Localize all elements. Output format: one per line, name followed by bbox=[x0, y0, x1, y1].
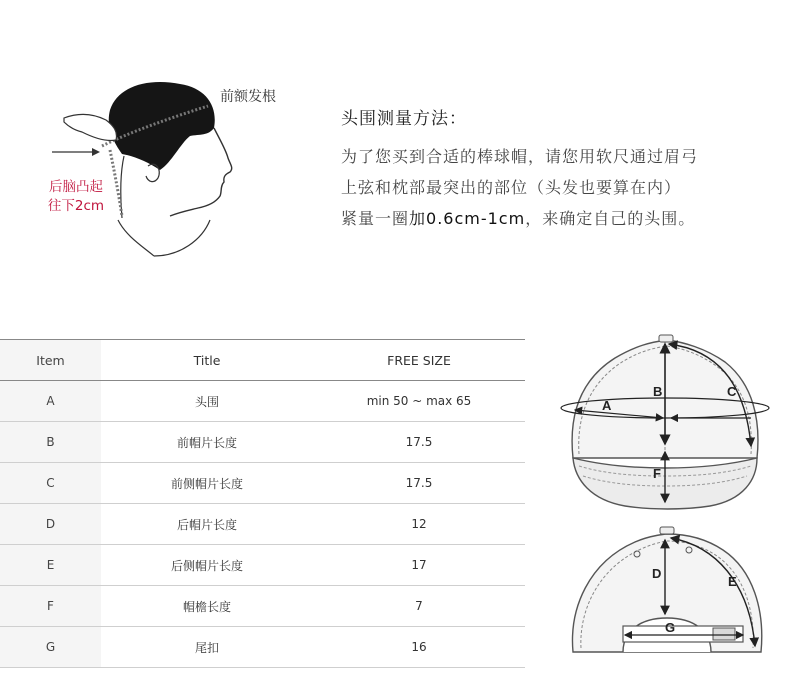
header-size: FREE SIZE bbox=[313, 340, 525, 381]
back-point-label-line1: 后脑凸起 bbox=[49, 179, 103, 195]
cap-letter-d: D bbox=[652, 566, 662, 581]
cell-item: D bbox=[0, 504, 101, 545]
cell-title: 帽檐长度 bbox=[101, 586, 313, 627]
cell-size: 17.5 bbox=[313, 422, 525, 463]
cell-title: 头围 bbox=[101, 381, 313, 422]
measurement-method bbox=[341, 104, 781, 234]
cell-size: min 50 ~ max 65 bbox=[313, 381, 525, 422]
cell-title: 前帽片长度 bbox=[101, 422, 313, 463]
method-line-3 bbox=[341, 203, 781, 234]
cell-title: 尾扣 bbox=[101, 627, 313, 668]
method-title: 头围测量方法： bbox=[341, 109, 467, 129]
cap-letter-e: E bbox=[728, 574, 737, 589]
cap-letter-c: C bbox=[727, 384, 737, 399]
cell-size: 7 bbox=[313, 586, 525, 627]
method-line-3-post: ，来确定自己的头围。 bbox=[525, 209, 696, 228]
table-row bbox=[0, 422, 525, 463]
cell-item: F bbox=[0, 586, 101, 627]
cap-letter-b: B bbox=[653, 384, 663, 399]
cell-item: B bbox=[0, 422, 101, 463]
cell-title: 后帽片长度 bbox=[101, 504, 313, 545]
method-line-3-strong: 加0.6cm-1cm bbox=[409, 209, 526, 228]
cell-item: C bbox=[0, 463, 101, 504]
header-title: Title bbox=[101, 340, 313, 381]
cell-size: 17 bbox=[313, 545, 525, 586]
cell-size: 16 bbox=[313, 627, 525, 668]
cell-size: 17.5 bbox=[313, 463, 525, 504]
cell-item: G bbox=[0, 627, 101, 668]
front-hairline-label: 前额发根 bbox=[220, 89, 276, 105]
cell-title: 前侧帽片长度 bbox=[101, 463, 313, 504]
method-line-1: 为了您买到合适的棒球帽，请您用软尺通过眉弓 bbox=[341, 147, 699, 166]
back-point-label-line2: 往下2cm bbox=[47, 198, 105, 214]
size-table bbox=[0, 339, 525, 668]
table-row bbox=[0, 545, 525, 586]
cell-item: E bbox=[0, 545, 101, 586]
method-line-2: 上弦和枕部最突出的部位（头发也要算在内） bbox=[341, 178, 682, 197]
table-row bbox=[0, 627, 525, 668]
cell-title: 后侧帽片长度 bbox=[101, 545, 313, 586]
cell-item: A bbox=[0, 381, 101, 422]
table-header-row bbox=[0, 340, 525, 381]
cap-letter-g: G bbox=[665, 620, 676, 635]
table-row bbox=[0, 463, 525, 504]
table-row bbox=[0, 586, 525, 627]
cell-size: 12 bbox=[313, 504, 525, 545]
cap-letter-a: A bbox=[602, 398, 612, 413]
cap-back-diagram bbox=[565, 522, 770, 682]
header-item: Item bbox=[0, 340, 101, 381]
table-row bbox=[0, 504, 525, 545]
table-row bbox=[0, 381, 525, 422]
cap-letter-f: F bbox=[653, 466, 661, 481]
cap-front-diagram bbox=[555, 330, 780, 515]
back-point-label bbox=[36, 178, 116, 216]
method-line-3-pre: 紧量一圈 bbox=[341, 209, 410, 228]
